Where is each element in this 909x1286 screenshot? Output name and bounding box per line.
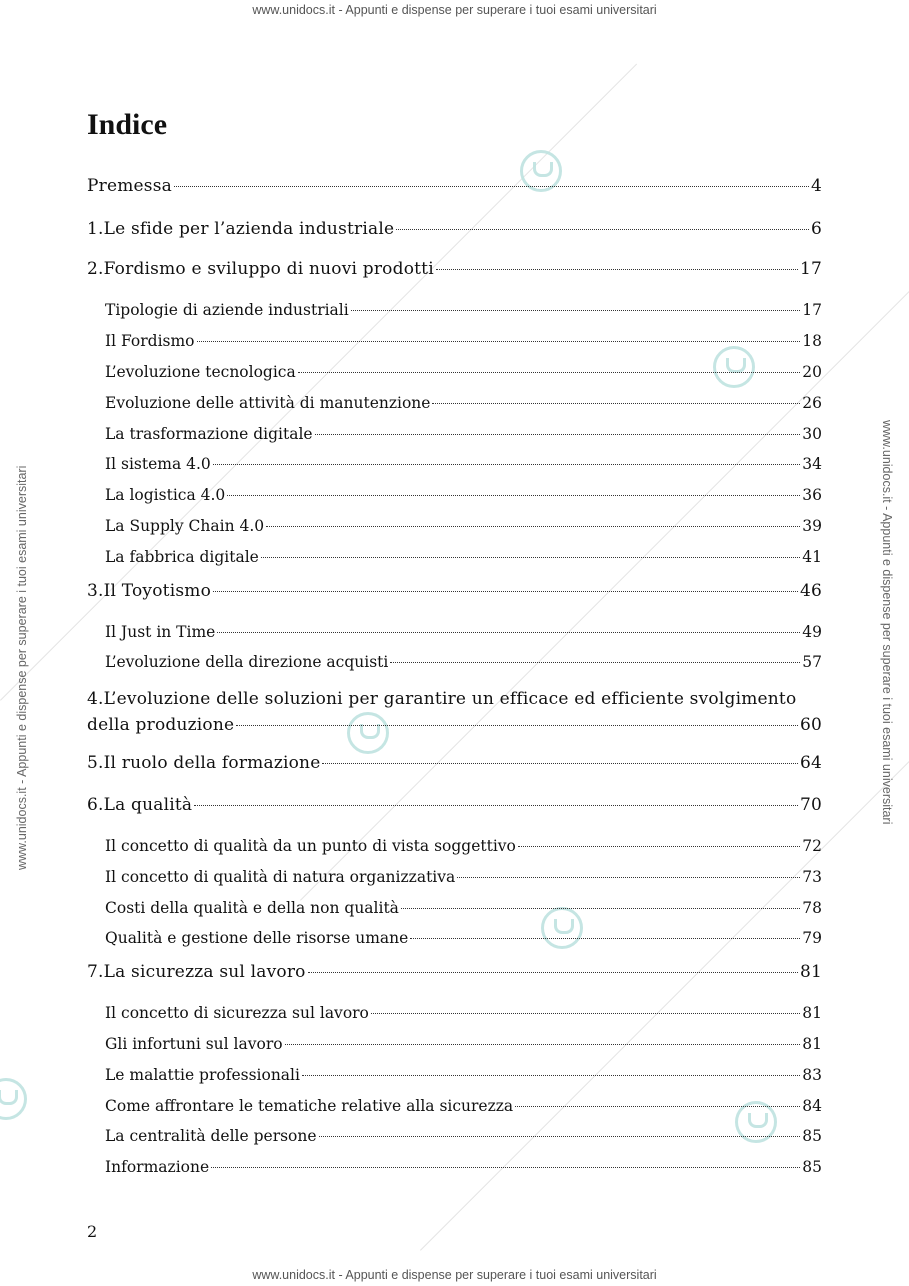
toc-entry-label: Le malattie professionali xyxy=(105,1066,300,1084)
dot-leader xyxy=(436,269,798,270)
toc-entry-page: 60 xyxy=(799,715,822,735)
toc-entry-label: 4.L’evoluzione delle soluzioni per garantire un efficace ed efficiente svolgimento xyxy=(87,689,797,709)
toc-entry-label: Il concetto di sicurezza sul lavoro xyxy=(105,1004,369,1022)
toc-entry-label: Gli infortuni sul lavoro xyxy=(105,1035,283,1053)
toc-entry-page: 73 xyxy=(802,868,822,886)
toc-entry[interactable] xyxy=(87,219,822,239)
dot-leader xyxy=(213,591,798,592)
toc-entry-label: Qualità e gestione delle risorse umane xyxy=(105,929,409,947)
dot-leader xyxy=(302,1075,800,1076)
toc-entry-label: Il concetto di qualità di natura organizzativa xyxy=(105,868,456,886)
dot-leader xyxy=(322,763,797,764)
dot-leader xyxy=(285,1044,801,1045)
toc-entry-label: Il Just in Time xyxy=(105,623,216,641)
toc-entry-page: 20 xyxy=(802,363,822,381)
dot-leader xyxy=(174,186,809,187)
toc-entry-page: 49 xyxy=(802,623,822,641)
toc-subentry[interactable] xyxy=(105,1004,822,1022)
toc-entry-label: L’evoluzione tecnologica xyxy=(105,363,296,381)
toc-entry-label: Premessa xyxy=(87,176,172,196)
toc-entry-page: 34 xyxy=(802,455,822,473)
toc-subentry[interactable] xyxy=(105,363,822,381)
toc-subentry[interactable] xyxy=(105,1066,822,1084)
page-number: 2 xyxy=(87,1222,98,1241)
toc-entry-page: 57 xyxy=(802,653,822,671)
toc-entry-label: Costi della qualità e della non qualità xyxy=(105,899,399,917)
watermark-banner-bottom: www.unidocs.it - Appunti e dispense per superare i tuoi esami universitari xyxy=(252,1268,657,1282)
toc-entry-page: 26 xyxy=(802,394,822,412)
toc-entry[interactable] xyxy=(87,753,822,773)
toc-entry-label: La centralità delle persone xyxy=(105,1127,317,1145)
dot-leader xyxy=(197,341,801,342)
watermark-side-right: www.unidocs.it - Appunti e dispense per superare i tuoi esami universitari xyxy=(880,420,894,825)
toc-entry-label: Il Fordismo xyxy=(105,332,195,350)
dot-leader xyxy=(410,938,800,939)
dot-leader xyxy=(319,1136,801,1137)
dot-leader xyxy=(211,1167,800,1168)
toc-subentry[interactable] xyxy=(105,332,822,350)
toc-entry-page: 6 xyxy=(810,219,822,239)
toc-entry-page: 46 xyxy=(799,581,822,601)
dot-leader xyxy=(261,557,800,558)
toc-entry-label: Evoluzione delle attività di manutenzione xyxy=(105,394,431,412)
toc-entry-page: 81 xyxy=(802,1004,822,1022)
dot-leader xyxy=(432,403,800,404)
toc-subentry[interactable] xyxy=(105,1158,822,1176)
toc-entry-label: 3.Il Toyotismo xyxy=(87,581,212,601)
toc-entry-page: 79 xyxy=(802,929,822,947)
dot-leader xyxy=(308,972,798,973)
toc-subentry[interactable] xyxy=(105,1097,822,1115)
page-title: Indice xyxy=(87,108,168,141)
toc-subentry[interactable] xyxy=(105,455,822,473)
toc-entry[interactable] xyxy=(87,259,822,279)
toc-entry-page: 83 xyxy=(802,1066,822,1084)
dot-leader xyxy=(371,1013,800,1014)
toc-entry-page: 78 xyxy=(802,899,822,917)
toc-entry-label: La logistica 4.0 xyxy=(105,486,226,504)
dot-leader xyxy=(266,526,800,527)
dot-leader xyxy=(236,725,798,726)
toc-entry-page: 17 xyxy=(802,301,822,319)
toc-entry-label: La trasformazione digitale xyxy=(105,425,313,443)
dot-leader xyxy=(515,1106,800,1107)
toc-entry-page: 72 xyxy=(802,837,822,855)
toc-entry[interactable] xyxy=(87,795,822,815)
toc-entry[interactable] xyxy=(87,581,822,601)
toc-subentry[interactable] xyxy=(105,394,822,412)
toc-entry-page: 30 xyxy=(802,425,822,443)
dot-leader xyxy=(298,372,801,373)
toc-subentry[interactable] xyxy=(105,425,822,443)
watermark-side-left: www.unidocs.it - Appunti e dispense per superare i tuoi esami universitari xyxy=(15,465,29,870)
dot-leader xyxy=(390,662,800,663)
toc-subentry[interactable] xyxy=(105,1127,822,1145)
toc-entry-label: L’evoluzione della direzione acquisti xyxy=(105,653,389,671)
toc-entry-page: 85 xyxy=(802,1158,822,1176)
toc-entry-page: 85 xyxy=(802,1127,822,1145)
toc-subentry[interactable] xyxy=(105,899,822,917)
dot-leader xyxy=(351,310,801,311)
watermark-logo-icon xyxy=(0,1078,27,1120)
toc-entry-page: 39 xyxy=(802,517,822,535)
toc-entry-label: Informazione xyxy=(105,1158,210,1176)
toc-entry[interactable] xyxy=(87,176,822,196)
toc-entry-label: 7.La sicurezza sul lavoro xyxy=(87,962,306,982)
watermark-line xyxy=(420,755,909,1251)
toc-entry-label: Come affrontare le tematiche relative alla sicurezza xyxy=(105,1097,514,1115)
toc-subentry[interactable] xyxy=(105,1035,822,1053)
toc-subentry[interactable] xyxy=(105,517,822,535)
toc-entry-label: 5.Il ruolo della formazione xyxy=(87,753,321,773)
toc-entry[interactable] xyxy=(87,962,822,982)
dot-leader xyxy=(217,632,800,633)
toc-entry-label: 2.Fordismo e sviluppo di nuovi prodotti xyxy=(87,259,434,279)
toc-subentry[interactable] xyxy=(105,868,822,886)
toc-subentry[interactable] xyxy=(105,653,822,671)
toc-entry-page: 36 xyxy=(802,486,822,504)
toc-entry[interactable] xyxy=(87,686,822,738)
toc-entry-page: 64 xyxy=(799,753,822,773)
dot-leader xyxy=(401,908,800,909)
dot-leader xyxy=(213,464,800,465)
toc-entry-label: La fabbrica digitale xyxy=(105,548,259,566)
dot-leader xyxy=(396,229,809,230)
toc-entry-page: 18 xyxy=(802,332,822,350)
dot-leader xyxy=(518,846,800,847)
toc-entry-page: 84 xyxy=(802,1097,822,1115)
toc-entry-label-continued: della produzione xyxy=(87,715,235,735)
toc-entry-label: La Supply Chain 4.0 xyxy=(105,517,265,535)
toc-entry-label: Tipologie di aziende industriali xyxy=(105,301,349,319)
dot-leader xyxy=(457,877,800,878)
toc-entry-page: 70 xyxy=(799,795,822,815)
toc-subentry[interactable] xyxy=(105,486,822,504)
toc-entry-label: Il concetto di qualità da un punto di vista soggettivo xyxy=(105,837,516,855)
toc-subentry[interactable] xyxy=(105,929,822,947)
toc-entry-page: 4 xyxy=(810,176,822,196)
toc-subentry[interactable] xyxy=(105,837,822,855)
toc-subentry[interactable] xyxy=(105,623,822,641)
dot-leader xyxy=(194,805,798,806)
toc-entry-page: 41 xyxy=(802,548,822,566)
toc-entry-label: Il sistema 4.0 xyxy=(105,455,211,473)
toc-subentry[interactable] xyxy=(105,548,822,566)
toc-entry-label: 6.La qualità xyxy=(87,795,193,815)
toc-subentry[interactable] xyxy=(105,301,822,319)
toc-entry-label: 1.Le sfide per l’azienda industriale xyxy=(87,219,395,239)
toc-entry-page: 81 xyxy=(802,1035,822,1053)
toc-entry-page: 17 xyxy=(799,259,822,279)
watermark-banner-top: www.unidocs.it - Appunti e dispense per superare i tuoi esami universitari xyxy=(252,3,657,17)
dot-leader xyxy=(315,434,801,435)
dot-leader xyxy=(227,495,800,496)
toc-entry-page: 81 xyxy=(799,962,822,982)
